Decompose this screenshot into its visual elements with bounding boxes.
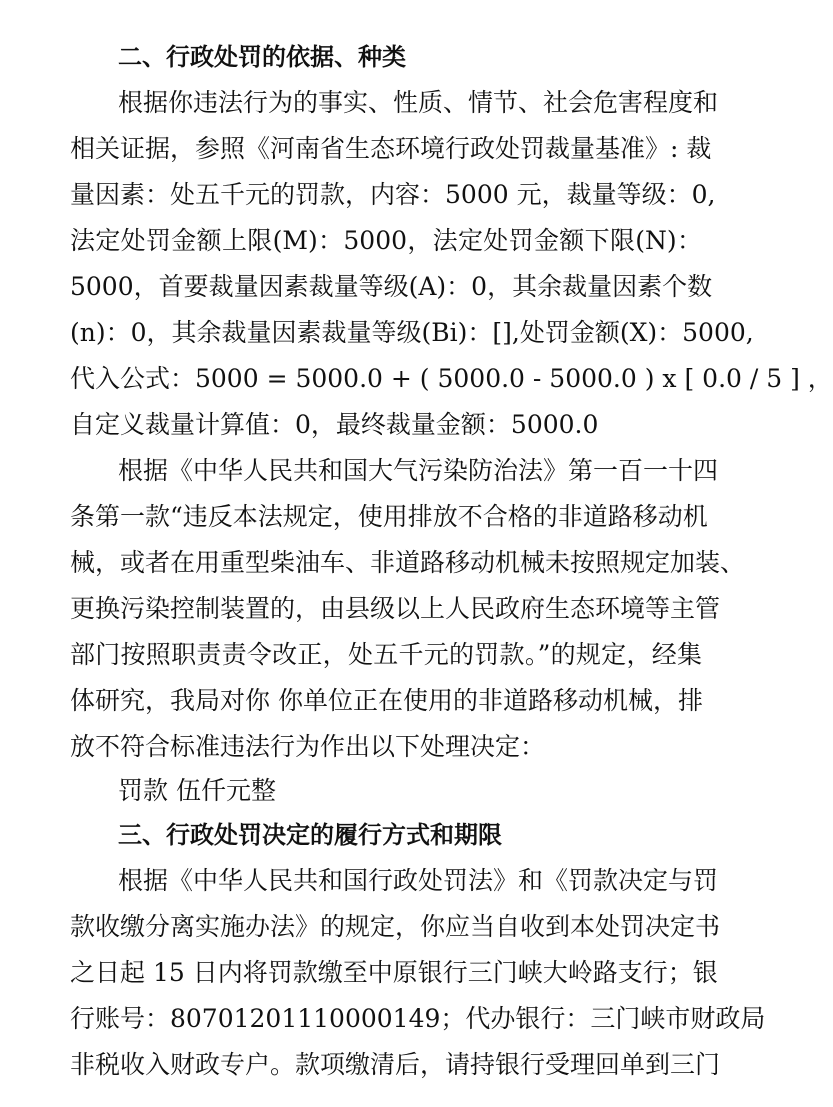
- paragraph-line: 更换污染控制装置的，由县级以上人民政府生态环境等主管: [70, 594, 721, 623]
- penalty-amount: 罚款 伍仟元整: [118, 776, 276, 805]
- paragraph-line: (n)：0，其余裁量因素裁量等级(Bi)：[],处罚金额(X)：5000,: [70, 318, 754, 347]
- paragraph-line: 放不符合标准违法行为作出以下处理决定：: [70, 732, 546, 761]
- paragraph-line: 法定处罚金额上限(M)：5000，法定处罚金额下限(N)：: [70, 226, 702, 255]
- paragraph-line: 体研究，我局对你 你单位正在使用的非道路移动机械，排: [70, 686, 703, 715]
- paragraph-line: 条第一款“违反本法规定，使用排放不合格的非道路移动机: [70, 502, 708, 531]
- formula-line: 代入公式：5000 = 5000.0 + ( 5000.0 - 5000.0 ) x [ 0.0 / 5 ] ，: [70, 364, 833, 393]
- paragraph-line: 根据《中华人民共和国大气污染防治法》第一百一十四: [118, 456, 719, 485]
- section-heading-fulfillment: 三、行政处罚决定的履行方式和期限: [118, 821, 502, 849]
- paragraph-line: 相关证据，参照《河南省生态环境行政处罚裁量基准》: 裁: [70, 134, 712, 163]
- paragraph-line: 部门按照职责责令改正，处五千元的罚款。”的规定，经集: [70, 640, 702, 669]
- paragraph-line: 非税收入财政专户。款项缴清后，请持银行受理回单到三门: [70, 1050, 721, 1079]
- paragraph-line: 量因素：处五千元的罚款，内容：5000 元，裁量等级：0,: [70, 180, 716, 209]
- paragraph-line: 行账号：80701201110000149；代办银行：三门峡市财政局: [70, 1004, 766, 1033]
- section-heading-basis-and-type: 二、行政处罚的依据、种类: [118, 43, 406, 71]
- paragraph-line: 款收缴分离实施办法》的规定，你应当自收到本处罚决定书: [70, 912, 721, 941]
- paragraph-line: 械，或者在用重型柴油车、非道路移动机械未按照规定加装、: [70, 548, 746, 577]
- paragraph-line: 自定义裁量计算值：0，最终裁量金额：5000.0: [70, 410, 599, 439]
- paragraph-line: 根据你违法行为的事实、性质、情节、社会危害程度和: [118, 88, 719, 117]
- paragraph-line: 之日起 15 日内将罚款缴至中原银行三门峡大岭路支行；银: [70, 958, 718, 987]
- paragraph-line: 根据《中华人民共和国行政处罚法》和《罚款决定与罚: [118, 866, 719, 895]
- paragraph-line: 5000，首要裁量因素裁量等级(A)：0，其余裁量因素个数: [70, 272, 713, 301]
